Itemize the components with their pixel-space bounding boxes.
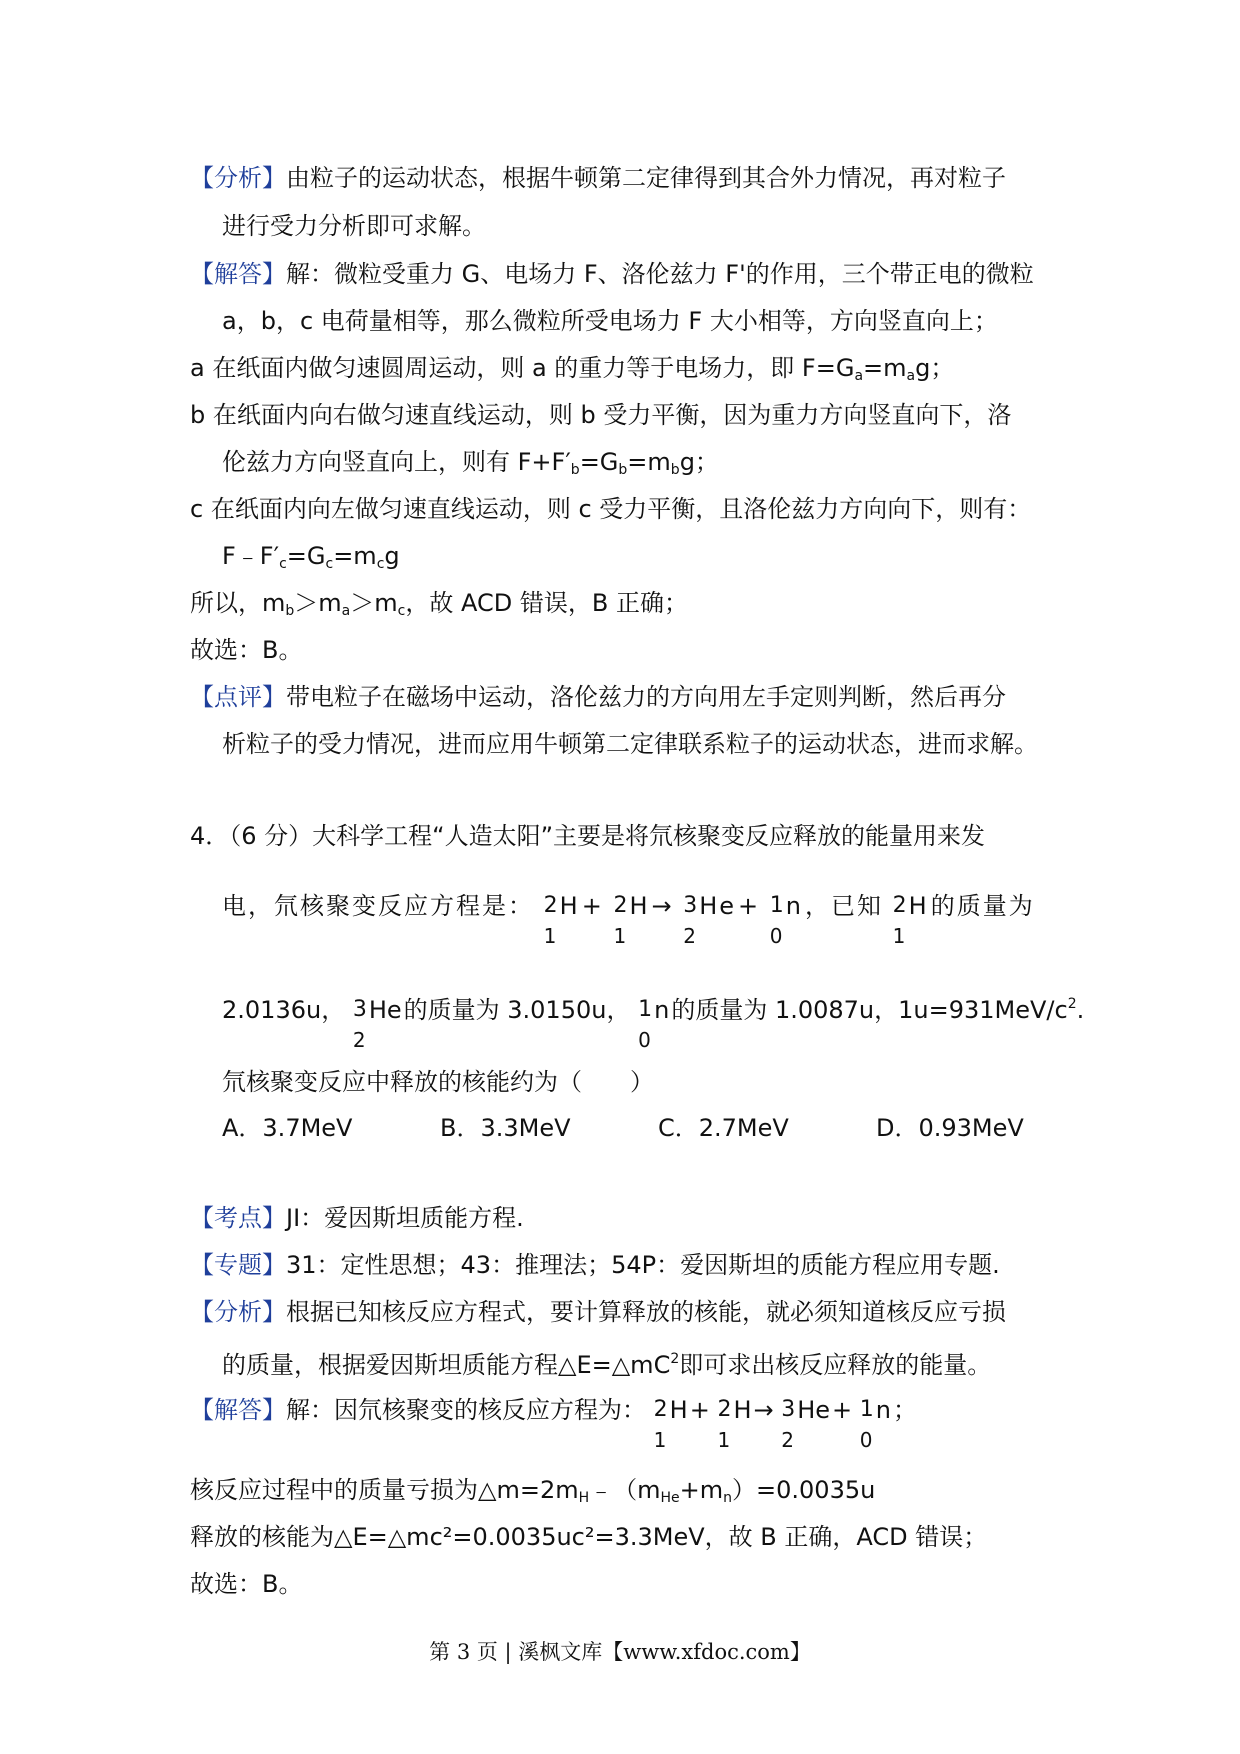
solution-1-c-line-2: $F﹣F'_c=G_c=m_cg$ [222, 542, 400, 572]
analysis-tag: 【分析】 [190, 164, 286, 192]
zhuanti-line: 【专题】31：定性思想；43：推理法；54P：爱因斯坦的质能方程应用专题. [190, 1251, 1000, 1279]
solution-1-line-1: 【解答】解：微粒受重力 G、电场力 F、洛伦兹力 F'的作用，三个带正电的微粒 [190, 260, 1034, 288]
nuclide-h2: 2 1 H [543, 892, 580, 948]
comment-line-2: 析粒子的受力情况，进而应用牛顿第二定律联系粒子的运动状态，进而求解。 [222, 730, 1038, 758]
nuclide-h2: 2 1 H [613, 892, 650, 948]
nuclide-n1: 1 0 n [859, 1396, 892, 1452]
solution-tag: 【解答】 [190, 1396, 286, 1424]
analysis-tag: 【分析】 [190, 1298, 286, 1326]
question-4-options [222, 1112, 1094, 1144]
solution-1-line-2: a，b，c 电荷量相等，那么微粒所受电场力 F 大小相等，方向竖直向上； [222, 307, 998, 335]
solution-tag: 【解答】 [190, 260, 286, 288]
question-4-line-4: 氘核聚变反应中释放的核能约为（ ） [222, 1068, 654, 1096]
nuclide-h2: 2 1 H [892, 892, 929, 948]
comment-tag: 【点评】 [190, 683, 286, 711]
analysis-2-line-2: 的质量，根据爱因斯坦质能方程$\triangle E=\triangle mC^2$即可求出核反应释放的能量。 [222, 1351, 992, 1379]
option-d[interactable]: D．0.93MeV [876, 1114, 1024, 1142]
nuclide-he3: 3 2 He [352, 996, 402, 1052]
kaodian-line: 【考点】JI：爱因斯坦质能方程. [190, 1204, 524, 1232]
analysis-2-line-1: 【分析】根据已知核反应方程式，要计算释放的核能，就必须知道核反应亏损 [190, 1298, 1006, 1326]
question-4-line-3: 2.0136u， 3 2 He的质量为 3.0150u， 1 0 n的质量为 1.0087u，$1u=931MeV/c^2$. [222, 996, 1085, 1052]
solution-1-b-line-1: b 在纸面内向右做匀速直线运动，则 b 受力平衡，因为重力方向竖直向下，洛 [190, 401, 1012, 429]
option-a[interactable]: A．3.7MeV [222, 1114, 353, 1142]
solution-1-so-line: 所以，$m_b>m_a>m_c$，故 ACD 错误，B 正确； [190, 589, 688, 619]
solution-2-energy-line: 释放的核能为△E=△mc²=0.0035uc²=3.3MeV，故 B 正确，ACD 错误； [190, 1523, 988, 1551]
nuclide-n1: 1 0 n [769, 892, 804, 948]
solution-1-b-line-2: 伦兹力方向竖直向上，则有 $F+F'_b=G_b=m_bg$； [222, 448, 719, 478]
nuclide-he3: 3 2 He [781, 1396, 831, 1452]
solution-1-c-line-1: c 在纸面内向左做匀速直线运动，则 c 受力平衡，且洛伦兹力方向向下，则有： [190, 495, 1032, 523]
solution-2-line-1: 【解答】解：因氘核聚变的核反应方程为： 2 1 H+ 2 1 H→ 3 2 He+ 1 0 n； [190, 1396, 918, 1452]
solution-2-choose: 故选：B。 [190, 1570, 303, 1598]
nuclide-n1: 1 0 n [638, 996, 670, 1052]
nuclide-h2: 2 1 H [717, 1396, 752, 1452]
nuclide-he3: 3 2 He [683, 892, 737, 948]
option-c[interactable]: C．2.7MeV [658, 1114, 789, 1142]
nuclide-h2: 2 1 H [653, 1396, 688, 1452]
solution-1-a-line: a 在纸面内做匀速圆周运动，则 a 的重力等于电场力，即 $F=G_a=m_ag$； [190, 354, 955, 384]
zhuanti-tag: 【专题】 [190, 1251, 286, 1279]
kaodian-tag: 【考点】 [190, 1204, 286, 1232]
question-4-line-1: 4．（6 分）大科学工程“人造太阳”主要是将氘核聚变反应释放的能量用来发 [190, 822, 986, 850]
analysis-1-line-2: 进行受力分析即可求解。 [222, 212, 486, 240]
comment-line-1: 【点评】带电粒子在磁场中运动，洛伦兹力的方向用左手定则判断，然后再分 [190, 683, 1006, 711]
question-4-line-2: 电，氘核聚变反应方程是： 2 1 H+ 2 1 H→ 3 2 He+ 1 0 n，已知 2 1 H的质量为 [222, 892, 1035, 948]
analysis-1-line-1: 【分析】由粒子的运动状态，根据牛顿第二定律得到其合外力情况，再对粒子 [190, 164, 1006, 192]
option-b[interactable]: B．3.3MeV [440, 1114, 571, 1142]
solution-2-mass-line: 核反应过程中的质量亏损为$\triangle m=2m_H﹣(m_{He}+m_n)=0.0035u$ [190, 1476, 876, 1506]
page-footer: 第 3 页 | 溪枫文库【www.xfdoc.com】 [429, 1640, 811, 1664]
solution-1-choose: 故选：B。 [190, 636, 303, 664]
